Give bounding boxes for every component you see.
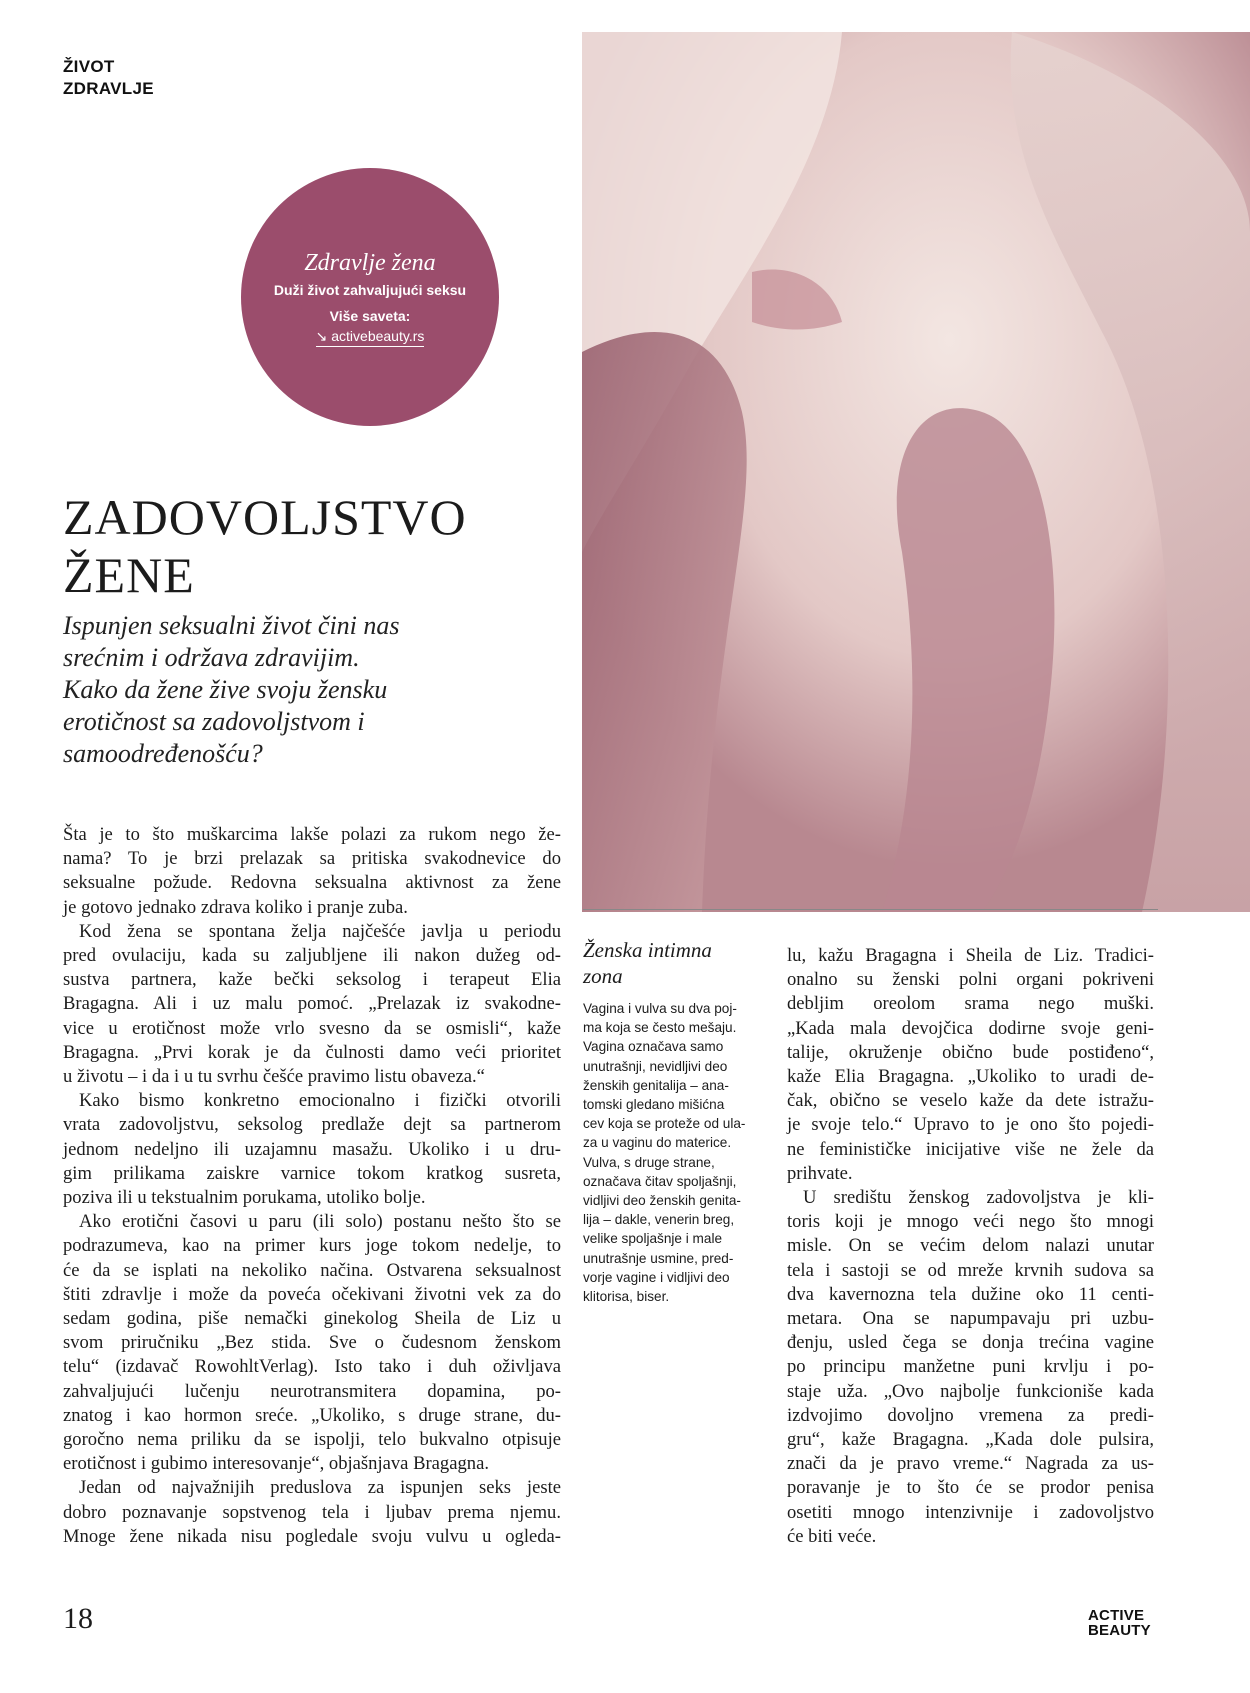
sidebar-title xyxy=(583,937,773,989)
body-line: osetiti mnogo intenzivnije i zadovoljstvo xyxy=(787,1501,1154,1523)
body-line: dobro poznavanje sopstvenog tela i ljubav prema njemu. xyxy=(63,1501,561,1523)
sidebar-divider xyxy=(583,909,1158,910)
sidebar-line: Vagina označava samo xyxy=(583,1039,724,1055)
body-line: telu“ (izdavač RowohltVerlag). Isto tako i duh oživljava xyxy=(63,1356,561,1378)
section-label-line1: ŽIVOT xyxy=(63,57,115,76)
body-line: znatog i kao hormon sreće. „Ukoliko, s druge strane, du- xyxy=(63,1404,561,1426)
body-line: staje uža. „Ovo najbolje funkcioniše kada xyxy=(787,1380,1154,1402)
body-line: debljim oreolom srama nego muški. xyxy=(787,993,1154,1015)
body-line: Mnoge žene nikada nisu pogledale svoju vulvu u ogleda- xyxy=(63,1525,561,1547)
article-lead xyxy=(63,610,543,770)
body-line: Jedan od najvažnijih preduslova za ispunjen seks jeste xyxy=(79,1477,561,1499)
badge-website-link[interactable]: ↘ activebeauty.rs xyxy=(316,326,425,347)
body-line: vice u erotičnost može vrlo svesno da se osmisli“, kaže xyxy=(63,1017,561,1039)
body-line: misle. On se većim delom nalazi unutar xyxy=(787,1235,1154,1257)
hero-photo xyxy=(582,32,1250,912)
promo-badge xyxy=(241,168,499,426)
body-line: je svoje telo.“ Upravo to je ono što pojedi- xyxy=(787,1114,1154,1136)
body-line: po principu manžetne puni krvlju i po- xyxy=(787,1356,1154,1378)
body-line: gim prilikama zaiskre varnice tokom kratkog susreta, xyxy=(63,1162,561,1184)
sidebar-title-line1: Ženska intimna xyxy=(583,938,712,962)
body-line: izdvojimo dovoljno vremena za predi- xyxy=(787,1404,1154,1426)
headline-line1: ZADOVOLJSTVO xyxy=(63,489,467,545)
sidebar-line: velike spoljašnje i male xyxy=(583,1231,723,1247)
body-line: znači da je pravo vreme.“ Nagrada za us- xyxy=(787,1453,1154,1475)
body-line: Šta je to što muškarcima lakše polazi za rukom nego že- xyxy=(63,824,561,845)
sidebar-line: vorje vagine i vidljivi deo xyxy=(583,1269,730,1285)
sidebar-line: klitorisa, biser. xyxy=(583,1289,670,1305)
lead-line: Ispunjen seksualni život čini nas xyxy=(63,611,400,640)
body-line: tela i sastoji se od mreže krvnih sudova sa xyxy=(787,1259,1154,1281)
body-line: goročno nema priliku da se ispolji, telo bukvalno otpisuje xyxy=(63,1429,561,1451)
sidebar-line: ma koja se često mešaju. xyxy=(583,1020,737,1036)
body-line: prihvate. xyxy=(787,1162,853,1184)
body-line: u životu – i da i u tu svrhu češće pravimo listu obaveza.“ xyxy=(63,1066,485,1088)
body-line: talije, okruženje obično bude postiđeno“, xyxy=(787,1041,1154,1063)
body-line: seksualne požude. Redovna seksualna aktivnost za žene xyxy=(63,872,561,894)
brand-line2: BEAUTY xyxy=(1088,1622,1151,1639)
brand-line1: ACTIVE xyxy=(1088,1607,1145,1624)
body-line: Kako bismo konkretno emocionalno i fizički otvorili xyxy=(79,1090,561,1112)
body-line: zahvaljujući lučenju neurotransmitera dopamina, po- xyxy=(63,1380,561,1402)
body-line: će da se isplati na nekoliko načina. Ostvarena seksualnost xyxy=(63,1259,561,1281)
sidebar-title-line2: zona xyxy=(583,964,623,988)
article-headline xyxy=(63,488,543,604)
body-line: čak, obično se veselo kaže da dete istražu- xyxy=(787,1090,1154,1112)
body-line: poravanje je to što će se prodor penisa xyxy=(787,1477,1154,1499)
body-line: metara. Ona se napumpavaju pri uzbu- xyxy=(787,1308,1154,1330)
body-line: Kod žena se spontana želja najčešće javlja u periodu xyxy=(79,920,561,942)
badge-more-tips: Više saveta: xyxy=(329,307,411,324)
sidebar-line: lija – dakle, venerin breg, xyxy=(583,1212,735,1228)
body-line: nama? To je brzi prelazak sa pritiska svakodnevice do xyxy=(63,848,561,870)
sidebar-line: cev koja se proteže od ula- xyxy=(583,1116,746,1132)
body-line: Bragagna. „Prvi korak je da čulnosti damo veći prioritet xyxy=(63,1041,561,1063)
sidebar-line: vidljivi deo ženskih genita- xyxy=(583,1193,741,1209)
sidebar-line: unutrašnje usmine, pred- xyxy=(583,1250,734,1266)
body-line: je gotovo jednako zdrava koliko i pranje zuba. xyxy=(63,896,408,918)
body-line: vrata zadovoljstvu, seksolog predlaže dejt sa partnerom xyxy=(63,1114,561,1136)
sidebar-line: Vulva, s druge strane, xyxy=(583,1154,715,1170)
body-line: pred ovulaciju, kada su zaljubljene ili nakon dužeg od- xyxy=(63,945,561,967)
body-line: lu, kažu Bragagna i Sheila de Liz. Tradici- xyxy=(787,945,1154,966)
lead-line: srećnim i održava zdravijim. xyxy=(63,643,360,672)
lead-line: Kako da žene žive svoju žensku xyxy=(63,675,388,704)
badge-subtitle: Duži život zahvaljujući seksu xyxy=(273,281,467,298)
sidebar-line: tomski gledano mišićna xyxy=(583,1097,725,1113)
body-line: svom priručniku „Bez stida. Sve o čudesnom ženskom xyxy=(63,1332,561,1354)
page-number: 18 xyxy=(63,1602,93,1635)
sidebar-line: ženskih genitalija – ana- xyxy=(583,1077,729,1093)
body-line: onalno su ženski polni organi pokriveni xyxy=(787,969,1154,991)
sidebar-line: unutrašnji, nevidljivi deo xyxy=(583,1058,728,1074)
body-line: „Kada mala devojčica dodirne svoje geni- xyxy=(787,1017,1154,1039)
body-line: Ako erotični časovi u paru (ili solo) postanu nešto što se xyxy=(79,1211,561,1233)
sidebar-box xyxy=(583,937,773,1306)
body-line: štiti zdravlje i može da poveća očekivani životni vek za do xyxy=(63,1283,561,1305)
sidebar-text xyxy=(583,999,773,1306)
body-line: Bragagna. Ali i uz malu pomoć. „Prelazak iz svakodne- xyxy=(63,993,561,1015)
body-line: erotičnost i gubimo interesovanje“, objašnjava Bragagna. xyxy=(63,1453,489,1475)
body-line: podrazumeva, kao na primer kurs joge tokom nedelje, to xyxy=(63,1235,561,1257)
body-column-3 xyxy=(787,944,1154,1549)
body-line: sustva partnera, kaže bečki seksolog i terapeut Elia xyxy=(63,969,561,991)
body-line: jednom nedeljno ili uzajamnu masažu. Ukoliko i u dru- xyxy=(63,1138,561,1160)
body-line: U središtu ženskog zadovoljstva je kli- xyxy=(803,1187,1154,1209)
body-line: će biti veće. xyxy=(787,1525,877,1547)
body-line: ne feminističke inicijative više ne žele da xyxy=(787,1138,1154,1160)
section-label-line2: ZDRAVLJE xyxy=(63,79,154,98)
body-line: toris koji je mnogo veći nego što mnogi xyxy=(787,1211,1154,1233)
hero-photo-illustration xyxy=(582,32,1250,912)
body-line: dva kavernozna tela dužine oko 11 centi- xyxy=(787,1283,1154,1305)
sidebar-line: za u vaginu do materice. xyxy=(583,1135,732,1151)
body-column-1 xyxy=(63,823,561,1549)
badge-title: Zdravlje žena xyxy=(304,249,436,276)
body-line: kaže Elia Bragagna. „Ukoliko to uradi de- xyxy=(787,1066,1154,1088)
brand-logo xyxy=(1088,1608,1151,1638)
headline-line2: ŽENE xyxy=(63,547,195,603)
lead-line: erotičnost sa zadovoljstvom i xyxy=(63,707,365,736)
body-line: poziva ili u tekstualnim porukama, utoliko bolje. xyxy=(63,1187,426,1209)
body-line: đenju, usled čega se donja trećina vagine xyxy=(787,1332,1154,1354)
body-line: sedam godina, piše nemački ginekolog Sheila de Liz u xyxy=(63,1308,561,1330)
section-label xyxy=(63,56,154,100)
body-line: gru“, kaže Bragagna. „Kada dole pulsira, xyxy=(787,1429,1154,1451)
sidebar-line: označava čitav spoljašnji, xyxy=(583,1173,737,1189)
sidebar-line: Vagina i vulva su dva poj- xyxy=(583,1001,737,1016)
lead-line: samoodređenošću? xyxy=(63,739,263,768)
